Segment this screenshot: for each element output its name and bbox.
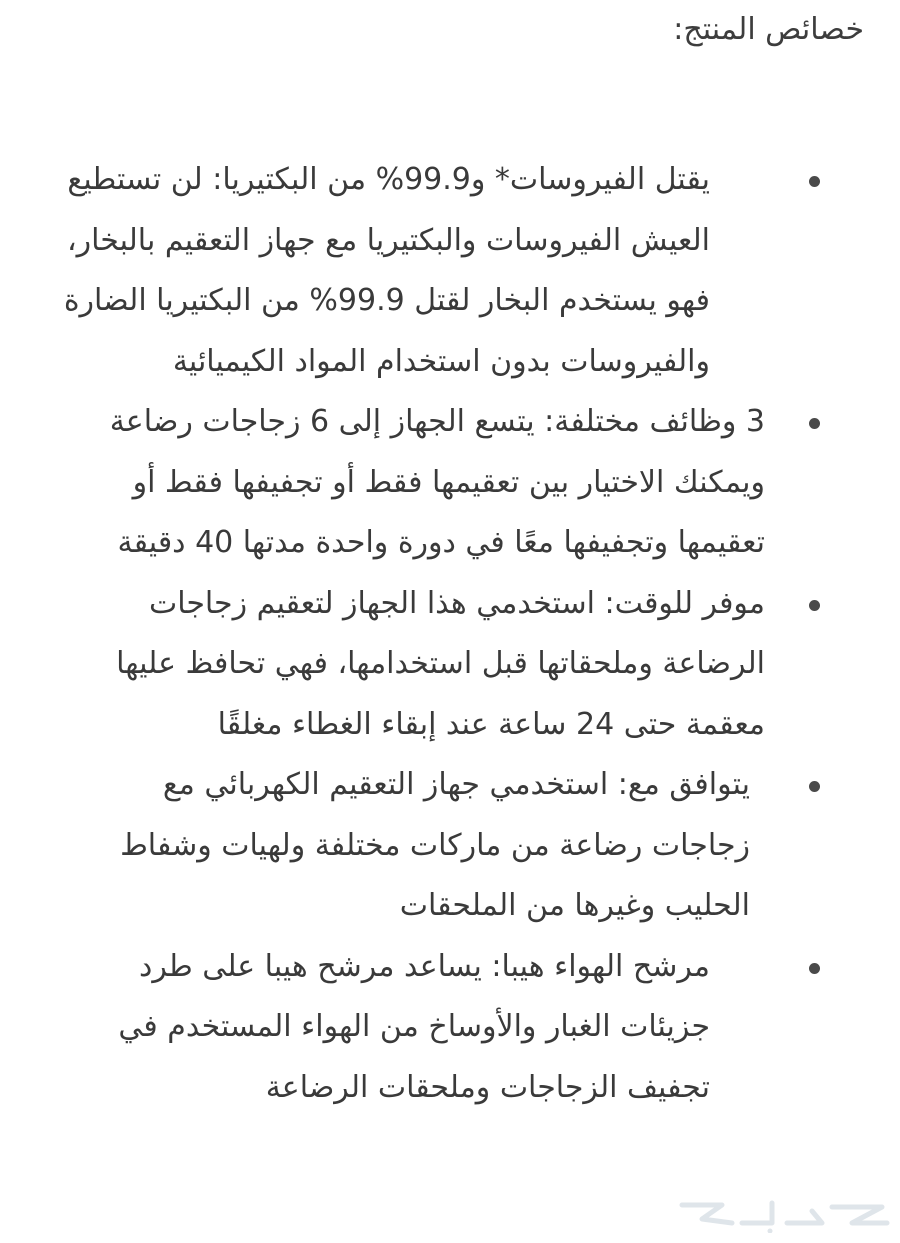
feature-item-three-functions	[0, 392, 900, 574]
features-list	[0, 150, 900, 1118]
feature-text: يتوافق مع: استخدمي جهاز التعقيم الكهربائي مع زجاجات رضاعة من ماركات مختلفة ولهيات وشفاط الحليب وغيرها من الملحقات	[120, 767, 750, 923]
feature-text: 3 وظائف مختلفة: يتسع الجهاز إلى 6 زجاجات رضاعة ويمكنك الاختيار بين تعقيمها فقط أو تجفيفها فقط أو تعقيمها وتجفيفها معًا في دورة واحدة مدتها 40 دقيقة	[109, 404, 765, 560]
feature-text: مرشح الهواء هيبا: يساعد مرشح هيبا على طرد جزيئات الغبار والأوساخ من الهواء المستخدم في تجفيف الزجاجات وملحقات الرضاعة	[118, 948, 710, 1105]
feature-text: يقتل الفيروسات* و99.9% من البكتيريا: لن تستطيع العيش الفيروسات والبكتيريا مع جهاز التعقيم بالبخار، فهو يستخدم البخار لقتل 99.9% من البكتيريا الضارة والفيروسات بدون استخدام المواد الكيميائية	[63, 162, 710, 379]
feature-text: موفر للوقت: استخدمي هذا الجهاز لتعقيم زجاجات الرضاعة وملحقاتها قبل استخدامها، فهي تحافظ عليها معقمة حتى 24 ساعة عند إبقاء الغطاء مغلقًا	[116, 585, 765, 742]
feature-item-virus-bacteria	[0, 150, 900, 392]
feature-item-hepa-filter	[0, 937, 900, 1119]
haraj-logo-icon	[662, 1193, 892, 1233]
feature-item-compatibility	[0, 755, 900, 937]
bullet-dot-icon	[809, 418, 820, 429]
bullet-dot-icon	[809, 781, 820, 792]
page-title: خصائص المنتج:	[673, 12, 864, 47]
bullet-dot-icon	[809, 176, 820, 187]
bullet-dot-icon	[809, 963, 820, 974]
bullet-dot-icon	[809, 600, 820, 611]
feature-item-time-saver	[0, 574, 900, 756]
